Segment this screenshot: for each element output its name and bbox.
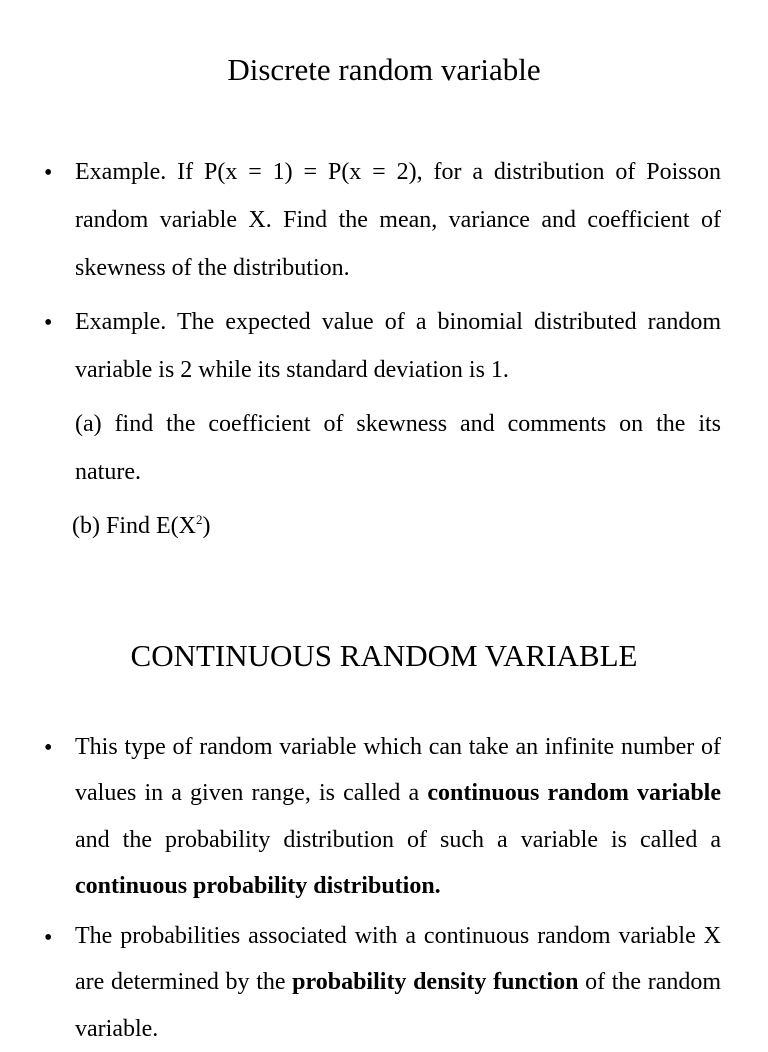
example-binomial-text: Example. The expected value of a binomial distributed random variable is 2 while its standard deviation is 1.	[75, 309, 721, 383]
section-title-continuous: CONTINUOUS RANDOM VARIABLE	[130, 638, 638, 673]
part-b-text	[72, 502, 718, 550]
part-b-suffix: )	[202, 513, 211, 539]
bullet-marker: •	[44, 160, 53, 186]
bullet-marker: •	[44, 735, 53, 761]
example-poisson-text: Example. If P(x = 1) = P(x = 2), for a distribution of Poisson random variable X. Find the mean, variance and coefficient of skewness of the distribution.	[75, 159, 721, 281]
term-continuous-random-variable: continuous random variable	[427, 780, 721, 807]
section-title-discrete: Discrete random variable	[227, 52, 541, 87]
definition-text-part: This type of random variable which can take an infinite number of values in a given range, is called a	[75, 734, 721, 807]
pdf-text-part: The probabilities associated with a continuous random variable X are determined by the	[75, 923, 721, 996]
bullet-marker: •	[44, 310, 53, 336]
pdf-text-part: of the random variable.	[75, 969, 722, 1042]
part-b-prefix: (b) Find E(X	[72, 513, 196, 539]
term-continuous-probability-distribution: continuous probability distribution.	[75, 872, 441, 899]
definition-text-part: and the probability distribution of such a variable is called a	[75, 826, 721, 853]
term-probability-density-function: probability density function	[292, 969, 579, 996]
part-a-text: (a) find the coefficient of skewness and comments on the its nature.	[75, 411, 721, 485]
bullet-marker: •	[44, 925, 53, 951]
pdf-definition-text	[75, 913, 721, 1052]
continuous-definition-text	[75, 724, 721, 909]
part-b-superscript: 2	[195, 512, 203, 527]
